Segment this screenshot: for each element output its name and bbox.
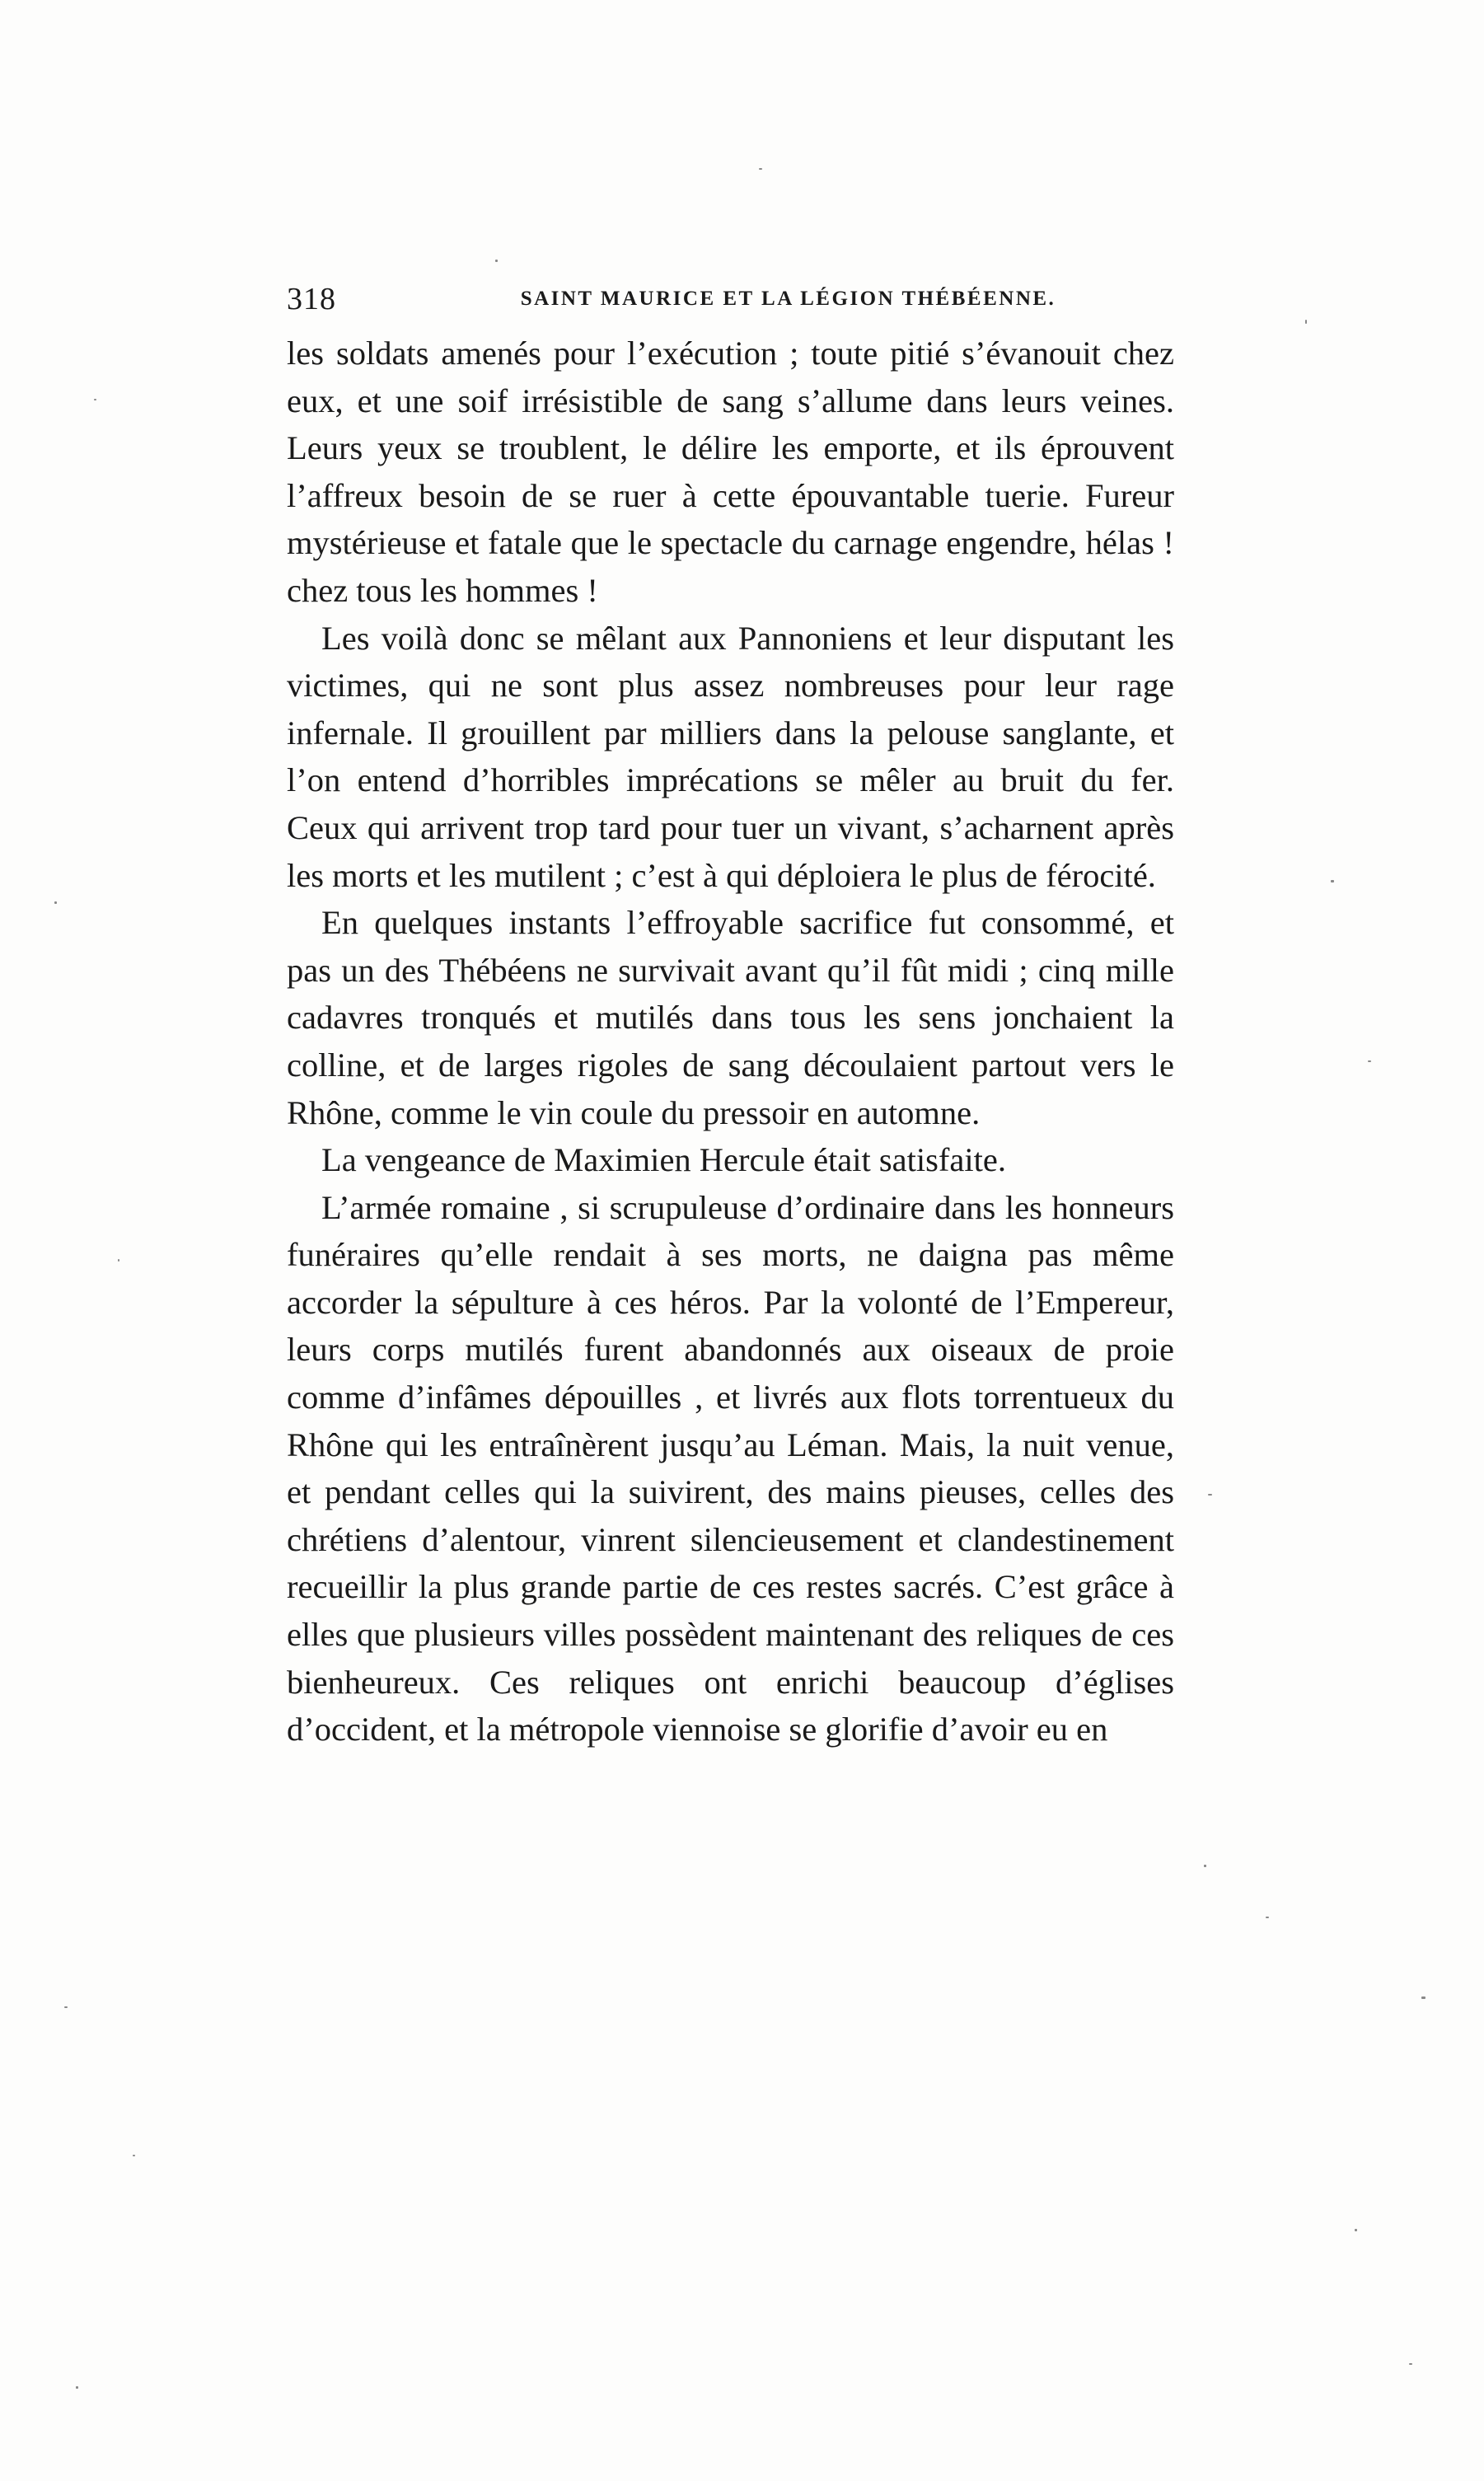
page-number: 318	[287, 282, 336, 316]
paper-speck	[94, 399, 96, 400]
paragraph: L’armée romaine , si scrupuleuse d’ordinaire dans les honneurs funéraires qu’elle rendait à ses morts, ne daigna pas même accorder la sépulture à ces héros. Par la volonté de l’Empereur, leurs corps mutilés furent abandonnés aux oiseaux de proie comme d’infâmes dépouilles , et livrés aux flots torrentueux du Rhône qui les entraînèrent jusqu’au Léman. Mais, la nuit venue, et pendant celles qui la suivirent, des mains pieuses, celles des chrétiens d’alentour, vinrent silencieusement et clandestinement recueillir la plus grande partie de ces restes sacrés. C’est grâce à elles que plusieurs villes possèdent maintenant des reliques de ces bienheureux. Ces reliques ont enrichi beaucoup d’églises d’occident, et la métropole viennoise se glorifie d’avoir eu en	[287, 1188, 1174, 1748]
paper-speck	[118, 1259, 119, 1262]
page-header	[287, 279, 1174, 320]
paper-speck	[1266, 1917, 1269, 1918]
paper-speck	[64, 2006, 68, 2008]
paragraph: Les voilà donc se mêlant aux Pannoniens et leur disputant les victimes, qui ne sont plus assez nombreuses pour leur rage infernale. Il grouillent par milliers dans la pelouse sanglante, et l’on entend d’horribles imprécations se mêler au bruit du fer. Ceux qui arrivent trop tard pour tuer un vivant, s’acharnent après les morts et les mutilent ; c’est à qui déploiera le plus de férocité.	[287, 619, 1174, 894]
paper-speck	[1409, 2363, 1412, 2365]
paragraph: les soldats amenés pour l’exécution ; toute pitié s’évanouit chez eux, et une soif irrésistible de sang s’allume dans leurs veines. Leurs yeux se troublent, le délire les emporte, et ils éprouvent l’affreux besoin de se ruer à cette épouvantable tuerie. Fureur mystérieuse et fatale que le spectacle du carnage engendre, hélas ! chez tous les hommes !	[287, 335, 1174, 609]
paper-speck	[54, 901, 57, 904]
body-text	[287, 330, 1174, 1753]
paper-speck	[1305, 320, 1307, 324]
paper-speck	[1208, 1494, 1212, 1496]
running-title: SAINT MAURICE ET LA LÉGION THÉBÉENNE.	[520, 288, 1056, 310]
paper-speck	[495, 260, 498, 262]
paper-speck	[133, 2155, 135, 2156]
paper-speck	[759, 168, 762, 170]
paper-speck	[1331, 880, 1334, 882]
paper-speck	[1421, 1997, 1425, 1999]
paper-speck	[76, 2386, 78, 2389]
paper-speck	[1204, 1865, 1206, 1867]
paragraph: La vengeance de Maximien Hercule était satisfaite.	[321, 1141, 1006, 1179]
paper-speck	[1355, 2229, 1357, 2231]
paper-speck	[1368, 1060, 1371, 1062]
paragraph: En quelques instants l’effroyable sacrifice fut consommé, et pas un des Thébéens ne survivait avant qu’il fût midi ; cinq mille cadavres tronqués et mutilés dans tous les sens jonchaient la colline, et de larges rigoles de sang découlaient partout vers le Rhône, comme le vin coule du pressoir en automne.	[287, 904, 1174, 1131]
